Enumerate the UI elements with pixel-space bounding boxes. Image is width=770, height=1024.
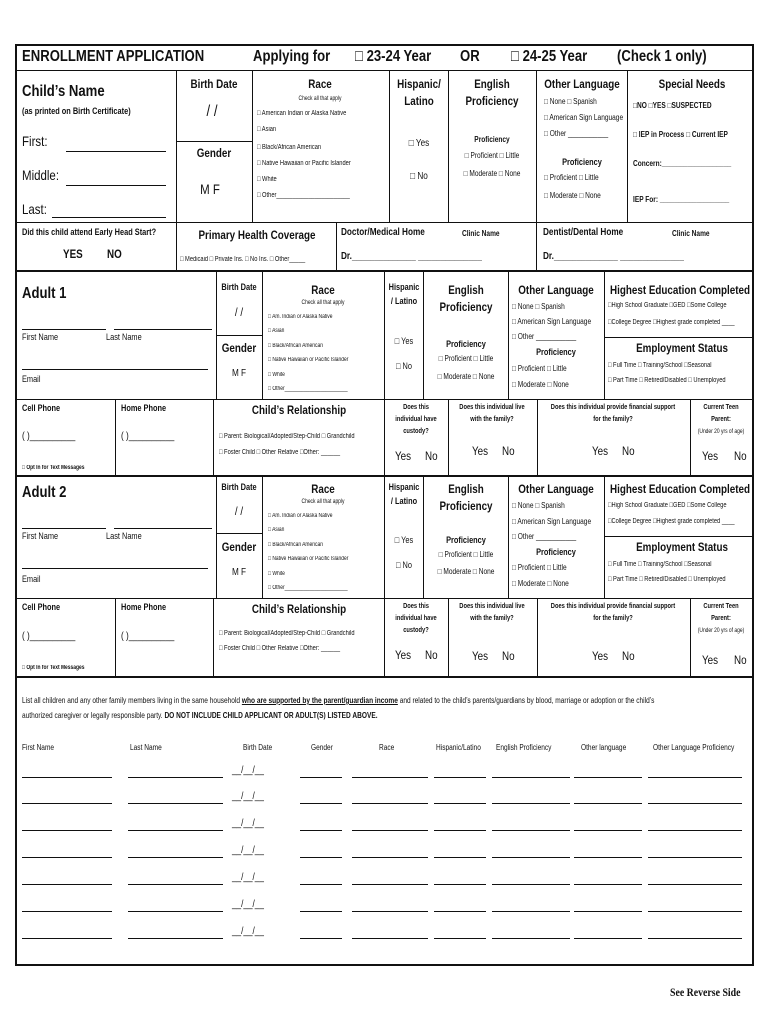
household-hispanic-latino-input[interactable] — [434, 830, 486, 831]
child-ol-row2[interactable]: □ American Sign Language — [544, 113, 624, 122]
adult-2-gender-options[interactable]: M F — [231, 567, 247, 578]
adult-2-custody-q: custody? — [403, 627, 429, 634]
adult-1-hispanic-no[interactable]: □ No — [396, 361, 412, 371]
adult-2-prof-row1[interactable]: □ Proficient □ Little — [438, 550, 494, 559]
adult-1-ol-prof-row2[interactable]: □ Moderate □ None — [512, 380, 569, 389]
household-other-language-input[interactable] — [574, 911, 642, 912]
adult-2-emp-row2[interactable]: □ Part Time □ Retired/Disabled □ Unemployed — [608, 576, 726, 583]
adult-2-teen-no[interactable]: No — [734, 653, 747, 667]
household-english-proficiency-input[interactable] — [492, 777, 570, 778]
household-birth-date-input[interactable]: __/__/__ — [232, 791, 264, 802]
adult-2-english-label: English — [448, 482, 484, 496]
household-last-name-input[interactable] — [128, 857, 223, 858]
household-english-proficiency-input[interactable] — [492, 884, 570, 885]
adult-2-teen-q: Current Teen — [703, 603, 739, 610]
child-first-input[interactable] — [66, 151, 166, 152]
household-other-language-proficiency-input[interactable] — [648, 803, 742, 804]
child-hispanic-no[interactable]: □ No — [410, 171, 428, 182]
adult-1-opt-in-checkbox[interactable]: □ Opt In for Text Messages — [22, 465, 85, 471]
adult-1-gender-label: Gender — [221, 341, 257, 355]
child-ol-prof-row1[interactable]: □ Proficient □ Little — [544, 173, 599, 182]
adult-1-teen-q: Parent: — [711, 416, 731, 423]
col-gender: Gender — [311, 743, 333, 752]
household-other-language-input[interactable] — [574, 857, 642, 858]
household-gender-input[interactable] — [300, 911, 342, 912]
household-last-name-input[interactable] — [128, 777, 223, 778]
adult-1-custody-q: individual have — [395, 416, 437, 423]
child-race-option[interactable]: □ American Indian or Alaska Native — [257, 110, 347, 117]
adult-1-latino-label: / Latino — [390, 296, 418, 306]
child-birth-date-input[interactable]: / / — [206, 103, 218, 120]
household-gender-input[interactable] — [300, 938, 342, 939]
adult-1-cell-phone-label: Cell Phone — [22, 403, 61, 413]
household-hispanic-latino-input[interactable] — [434, 777, 486, 778]
adult-1-live-q: with the family? — [470, 416, 514, 423]
household-hispanic-latino-input[interactable] — [434, 938, 486, 939]
adult-1-ol-prof-row1[interactable]: □ Proficient □ Little — [512, 364, 567, 373]
adult-2-live-q: Does this individual live — [459, 603, 525, 610]
adult-1-education-label: Highest Education Completed — [610, 283, 750, 297]
adult-1-birth-date-label: Birth Date — [221, 282, 257, 292]
adult-2-support-yes[interactable]: Yes — [592, 649, 609, 663]
year-24-25-checkbox[interactable]: □ 24-25 Year — [511, 48, 588, 65]
child-ol-row1[interactable]: □ None □ Spanish — [544, 97, 597, 106]
col-hispanic: Hispanic/Latino — [436, 743, 481, 752]
applying-for-label: Applying for — [253, 48, 331, 65]
adult-1-live-yes[interactable]: Yes — [472, 444, 489, 458]
adult-1-support-no[interactable]: No — [622, 444, 635, 458]
household-last-name-input[interactable] — [128, 938, 223, 939]
or-label: OR — [460, 48, 480, 65]
adult-2-hispanic-no[interactable]: □ No — [396, 560, 412, 570]
adult-1-cell-phone-input[interactable]: ( )__________ — [22, 431, 76, 442]
adult-1-race-label: Race — [311, 283, 335, 297]
col-other-language-proficiency: Other Language Proficiency — [653, 743, 735, 752]
clinic-name-label: Clinic Name — [462, 229, 500, 238]
adult-1-home-phone-input[interactable]: ( )__________ — [121, 431, 175, 442]
household-birth-date-input[interactable]: __/__/__ — [232, 872, 264, 883]
iep-for-input[interactable]: IEP For: ___________________ — [633, 195, 730, 204]
check-one-note: (Check 1 only) — [617, 48, 707, 65]
adult-1-race-option[interactable]: □ Black/African American — [268, 343, 323, 349]
adult-2-race-option[interactable]: □ Native Hawaiian or Pacific Islander — [268, 556, 349, 562]
adult-2-other-language-label: Other Language — [518, 482, 594, 496]
special-needs-label: Special Needs — [658, 77, 726, 91]
adult-2-education-label: Highest Education Completed — [610, 482, 750, 496]
adult-2-prof-row2[interactable]: □ Moderate □ None — [437, 567, 495, 576]
adult-2-edu-row1[interactable]: □High School Graduate □GED □Some College — [608, 502, 727, 509]
year-23-24-checkbox[interactable]: □ 23-24 Year — [355, 48, 432, 65]
household-race-input[interactable] — [352, 830, 428, 831]
household-gender-input[interactable] — [300, 777, 342, 778]
child-middle-input[interactable] — [66, 185, 166, 186]
child-latino-label: Latino — [404, 94, 434, 108]
adult-2-support-q: Does this individual provide financial support — [550, 603, 676, 610]
household-hispanic-latino-input[interactable] — [434, 857, 486, 858]
household-birth-date-input[interactable]: __/__/__ — [232, 845, 264, 856]
household-other-language-input[interactable] — [574, 803, 642, 804]
adult-2-custody-q: Does this — [403, 603, 429, 610]
household-other-language-input[interactable] — [574, 777, 642, 778]
adult-2-emp-row1[interactable]: □ Full Time □ Training/School □Seasonal — [608, 561, 712, 568]
adult-1-edu-row1[interactable]: □High School Graduate □GED □Some College — [608, 302, 727, 309]
col-last-name: Last Name — [130, 743, 162, 752]
household-first-name-input[interactable] — [22, 803, 112, 804]
col-english-proficiency: English Proficiency — [496, 743, 552, 752]
adult-1-race-option[interactable]: □ White — [268, 372, 285, 378]
adult-2-proficiency-label: Proficiency — [439, 499, 493, 513]
household-birth-date-input[interactable]: __/__/__ — [232, 765, 264, 776]
adult-2-heading: Adult 2 — [22, 484, 67, 501]
child-english-prof-row2[interactable]: □ Moderate □ None — [463, 169, 521, 178]
adult-2-support-no[interactable]: No — [622, 649, 635, 663]
household-first-name-input[interactable] — [22, 777, 112, 778]
adult-2-home-phone-input[interactable]: ( )__________ — [121, 631, 175, 642]
adult-1-support-q: Does this individual provide financial support — [550, 404, 676, 411]
col-birth-date: Birth Date — [243, 743, 273, 752]
household-other-language-proficiency-input[interactable] — [648, 777, 742, 778]
doctor-input[interactable]: Dr.______________ ______________ — [341, 251, 482, 262]
dentist-label: Dentist/Dental Home — [543, 227, 624, 238]
household-other-language-input[interactable] — [574, 884, 642, 885]
household-english-proficiency-input[interactable] — [492, 938, 570, 939]
adult-2-ol-prof-label: Proficiency — [536, 547, 576, 557]
household-race-input[interactable] — [352, 938, 428, 939]
adult-1-emp-row1[interactable]: □ Full Time □ Training/School □Seasonal — [608, 362, 712, 369]
adult-2-custody-no[interactable]: No — [425, 648, 438, 662]
child-middle-label: Middle: — [22, 167, 60, 183]
adult-2-birth-date-input[interactable]: / / — [234, 504, 244, 518]
adult-2-ol-row2[interactable]: □ American Sign Language — [512, 517, 592, 526]
household-first-name-input[interactable] — [22, 911, 112, 912]
adult-1-last-name-label: Last Name — [106, 332, 142, 342]
adult-2-cell-phone-input[interactable]: ( )__________ — [22, 631, 76, 642]
adult-1-prof-row1[interactable]: □ Proficient □ Little — [438, 354, 494, 363]
iep-options[interactable]: □ IEP in Process □ Current IEP — [633, 130, 728, 139]
adult-1-employment-label: Employment Status — [636, 341, 728, 355]
child-race-option[interactable]: □ Other_______________________ — [257, 192, 350, 199]
household-race-input[interactable] — [352, 911, 428, 912]
adult-1-rel-row1[interactable]: □ Parent: Biological/Adopted/Step-Child □ Grandchild — [219, 433, 355, 440]
ehs-yes-option[interactable]: YES — [63, 247, 83, 261]
adult-1-edu-row2[interactable]: □College Degree □Highest grade completed ____ — [608, 319, 735, 326]
adult-2-prof-sub: Proficiency — [446, 535, 486, 545]
child-hispanic-label: Hispanic/ — [397, 77, 441, 91]
adult-2-race-option[interactable]: □ Other_______________________ — [268, 585, 348, 591]
child-last-label: Last: — [22, 201, 47, 217]
adult-2-race-option[interactable]: □ Am. Indian or Alaska Native — [268, 513, 333, 519]
adult-1-first-name-label: First Name — [22, 332, 59, 342]
adult-1-email-input[interactable] — [22, 369, 208, 370]
adult-1-live-no[interactable]: No — [502, 444, 515, 458]
adult-2-hispanic-label: Hispanic — [388, 482, 420, 492]
adult-1-gender-options[interactable]: M F — [231, 368, 247, 379]
child-english-label: English — [474, 77, 510, 91]
adult-2-ol-row3[interactable]: □ Other ___________ — [512, 532, 577, 541]
household-other-language-input[interactable] — [574, 938, 642, 939]
adult-1-prof-sub: Proficiency — [446, 339, 486, 349]
adult-1-ol-row2[interactable]: □ American Sign Language — [512, 317, 592, 326]
household-race-input[interactable] — [352, 884, 428, 885]
household-other-language-proficiency-input[interactable] — [648, 938, 742, 939]
household-first-name-input[interactable] — [22, 938, 112, 939]
adult-1-hispanic-label: Hispanic — [388, 282, 420, 292]
household-race-input[interactable] — [352, 803, 428, 804]
adult-1-relationship-label: Child’s Relationship — [251, 403, 347, 417]
adult-2-last-name-input[interactable] — [114, 528, 212, 529]
child-race-option[interactable]: □ Asian — [257, 126, 277, 133]
household-hispanic-latino-input[interactable] — [434, 884, 486, 885]
adult-2-edu-row2[interactable]: □College Degree □Highest grade completed ____ — [608, 518, 735, 525]
child-last-input[interactable] — [52, 217, 166, 218]
household-first-name-input[interactable] — [22, 857, 112, 858]
adult-2-teen-note: (Under 20 yrs of age) — [697, 628, 745, 634]
see-reverse-side: See Reverse Side — [670, 985, 741, 999]
ehs-no-option[interactable]: NO — [107, 247, 122, 261]
adult-2-live-q: with the family? — [470, 615, 514, 622]
adult-1-ol-row1[interactable]: □ None □ Spanish — [512, 302, 565, 311]
adult-1-birth-date-input[interactable]: / / — [234, 305, 244, 319]
household-gender-input[interactable] — [300, 857, 342, 858]
household-race-input[interactable] — [352, 857, 428, 858]
household-other-language-proficiency-input[interactable] — [648, 911, 742, 912]
adult-1-heading: Adult 1 — [22, 285, 67, 302]
household-last-name-input[interactable] — [128, 803, 223, 804]
adult-2-hispanic-yes[interactable]: □ Yes — [394, 535, 414, 545]
adult-2-support-q: for the family? — [593, 615, 633, 622]
primary-health-label: Primary Health Coverage — [198, 228, 316, 242]
adult-1-custody-q: custody? — [403, 428, 429, 435]
adult-1-english-label: English — [448, 283, 484, 297]
household-other-language-proficiency-input[interactable] — [648, 830, 742, 831]
child-first-label: First: — [22, 133, 48, 149]
household-english-proficiency-input[interactable] — [492, 911, 570, 912]
household-english-proficiency-input[interactable] — [492, 830, 570, 831]
concern-input[interactable]: Concern:___________________ — [633, 159, 732, 168]
adult-2-ol-prof-row2[interactable]: □ Moderate □ None — [512, 579, 569, 588]
child-race-option[interactable]: □ White — [257, 176, 277, 183]
child-english-prof-row1[interactable]: □ Proficient □ Little — [464, 151, 520, 160]
household-other-language-proficiency-input[interactable] — [648, 857, 742, 858]
adult-1-race-option[interactable]: □ Other_______________________ — [268, 386, 348, 392]
adult-1-custody-yes[interactable]: Yes — [395, 449, 412, 463]
adult-1-live-q: Does this individual live — [459, 404, 525, 411]
adult-2-live-no[interactable]: No — [502, 649, 515, 663]
adult-1-teen-no[interactable]: No — [734, 449, 747, 463]
adult-2-custody-yes[interactable]: Yes — [395, 648, 412, 662]
adult-2-email-input[interactable] — [22, 568, 208, 569]
adult-2-teen-yes[interactable]: Yes — [702, 653, 719, 667]
adult-1-custody-no[interactable]: No — [425, 449, 438, 463]
adult-1-ol-prof-label: Proficiency — [536, 347, 576, 357]
adult-1-support-yes[interactable]: Yes — [592, 444, 609, 458]
household-gender-input[interactable] — [300, 830, 342, 831]
household-hispanic-latino-input[interactable] — [434, 803, 486, 804]
child-ol-proficiency-label: Proficiency — [562, 157, 602, 167]
household-gender-input[interactable] — [300, 884, 342, 885]
child-proficiency-label: Proficiency — [465, 94, 519, 108]
health-coverage-options[interactable]: □ Medicaid □ Private Ins. □ No Ins. □ Other_____ — [180, 256, 306, 263]
household-first-name-input[interactable] — [22, 830, 112, 831]
adult-1-race-note: Check all that apply — [301, 300, 345, 306]
adult-2-ol-prof-row1[interactable]: □ Proficient □ Little — [512, 563, 567, 572]
child-race-label: Race — [308, 77, 332, 91]
child-race-note: Check all that apply — [298, 96, 342, 102]
adult-2-race-label: Race — [311, 482, 335, 496]
adult-1-race-option[interactable]: □ Asian — [268, 328, 285, 334]
child-name-heading: Child’s Name — [22, 83, 105, 100]
household-birth-date-input[interactable]: __/__/__ — [232, 899, 264, 910]
adult-1-teen-yes[interactable]: Yes — [702, 449, 719, 463]
household-first-name-input[interactable] — [22, 884, 112, 885]
household-instruction-line2: authorized caregiver or legally responsible party. DO NOT INCLUDE CHILD APPLICANT OR ADULT(S) LISTED ABOVE. — [22, 711, 378, 720]
adult-2-rel-row1[interactable]: □ Parent: Biological/Adopted/Step-Child □ Grandchild — [219, 630, 355, 637]
adult-2-race-option[interactable]: □ White — [268, 571, 285, 577]
child-proficiency-sub: Proficiency — [474, 135, 510, 144]
adult-2-first-name-label: First Name — [22, 531, 59, 541]
adult-1-race-option[interactable]: □ Am. Indian or Alaska Native — [268, 314, 333, 320]
adult-2-live-yes[interactable]: Yes — [472, 649, 489, 663]
dentist-input[interactable]: Dr.______________ ______________ — [543, 251, 684, 262]
adult-2-custody-q: individual have — [395, 615, 437, 622]
household-instruction-line1: List all children and any other family members living in the same household who are supported by the parent/guardian income and related to the child’s parents/guardians by blood, marriage or adoption or the child’s — [22, 696, 655, 705]
adult-1-hispanic-yes[interactable]: □ Yes — [394, 336, 414, 346]
adult-2-race-note: Check all that apply — [301, 499, 345, 505]
child-gender-options[interactable]: M F — [200, 181, 220, 197]
adult-1-support-q: for the family? — [593, 416, 633, 423]
household-last-name-input[interactable] — [128, 830, 223, 831]
adult-1-proficiency-label: Proficiency — [439, 300, 493, 314]
household-birth-date-input[interactable]: __/__/__ — [232, 926, 264, 937]
household-last-name-input[interactable] — [128, 884, 223, 885]
adult-1-ol-row3[interactable]: □ Other ___________ — [512, 332, 577, 341]
child-birth-date-label: Birth Date — [190, 77, 238, 91]
child-gender-label: Gender — [196, 146, 232, 160]
adult-1-first-name-input[interactable] — [22, 329, 106, 330]
adult-2-relationship-label: Child’s Relationship — [251, 602, 347, 616]
adult-2-first-name-input[interactable] — [22, 528, 106, 529]
adult-1-custody-q: Does this — [403, 404, 429, 411]
adult-2-opt-in-checkbox[interactable]: □ Opt In for Text Messages — [22, 665, 85, 671]
col-first-name: First Name — [22, 743, 55, 752]
form-title: ENROLLMENT APPLICATION — [22, 48, 205, 65]
col-race: Race — [379, 743, 395, 752]
adult-1-teen-note: (Under 20 yrs of age) — [697, 429, 745, 435]
child-hispanic-yes[interactable]: □ Yes — [408, 138, 430, 149]
child-ol-prof-row2[interactable]: □ Moderate □ None — [544, 191, 601, 200]
adult-1-emp-row2[interactable]: □ Part Time □ Retired/Disabled □ Unemployed — [608, 377, 726, 384]
doctor-label: Doctor/Medical Home — [341, 227, 425, 238]
child-name-note: (as printed on Birth Certificate) — [22, 106, 131, 116]
child-race-option[interactable]: □ Native Hawaiian or Pacific Islander — [257, 160, 351, 167]
household-other-language-input[interactable] — [574, 830, 642, 831]
child-ol-row3[interactable]: □ Other ___________ — [544, 129, 609, 138]
household-hispanic-latino-input[interactable] — [434, 911, 486, 912]
adult-2-birth-date-label: Birth Date — [221, 482, 257, 492]
adult-1-prof-row2[interactable]: □ Moderate □ None — [437, 372, 495, 381]
adult-1-other-language-label: Other Language — [518, 283, 594, 297]
col-other-language: Other language — [581, 743, 627, 752]
adult-2-last-name-label: Last Name — [106, 531, 142, 541]
adult-1-home-phone-label: Home Phone — [121, 403, 167, 413]
adult-2-teen-q: Parent: — [711, 615, 731, 622]
child-race-option[interactable]: □ Black/African American — [257, 144, 322, 151]
adult-2-home-phone-label: Home Phone — [121, 602, 167, 612]
household-race-input[interactable] — [352, 777, 428, 778]
adult-2-cell-phone-label: Cell Phone — [22, 602, 61, 612]
adult-1-email-label: Email — [22, 374, 41, 384]
child-other-language-label: Other Language — [544, 77, 620, 91]
household-other-language-proficiency-input[interactable] — [648, 884, 742, 885]
adult-2-rel-row2[interactable]: □ Foster Child □ Other Relative □Other: ______ — [219, 645, 341, 652]
clinic-name-label-2: Clinic Name — [672, 229, 710, 238]
adult-1-teen-q: Current Teen — [703, 404, 739, 411]
early-head-start-question: Did this child attend Early Head Start? — [22, 227, 157, 237]
adult-1-race-option[interactable]: □ Native Hawaiian or Pacific Islander — [268, 357, 349, 363]
adult-2-latino-label: / Latino — [390, 496, 418, 506]
household-last-name-input[interactable] — [128, 911, 223, 912]
adult-1-last-name-input[interactable] — [114, 329, 212, 330]
household-english-proficiency-input[interactable] — [492, 857, 570, 858]
household-gender-input[interactable] — [300, 803, 342, 804]
adult-2-race-option[interactable]: □ Black/African American — [268, 542, 323, 548]
adult-2-race-option[interactable]: □ Asian — [268, 527, 285, 533]
adult-2-email-label: Email — [22, 574, 41, 584]
special-needs-options[interactable]: □NO □YES □SUSPECTED — [633, 101, 712, 110]
adult-2-gender-label: Gender — [221, 540, 257, 554]
adult-1-rel-row2[interactable]: □ Foster Child □ Other Relative □Other: ______ — [219, 449, 341, 456]
household-birth-date-input[interactable]: __/__/__ — [232, 818, 264, 829]
adult-2-ol-row1[interactable]: □ None □ Spanish — [512, 501, 565, 510]
adult-2-employment-label: Employment Status — [636, 540, 728, 554]
household-english-proficiency-input[interactable] — [492, 803, 570, 804]
